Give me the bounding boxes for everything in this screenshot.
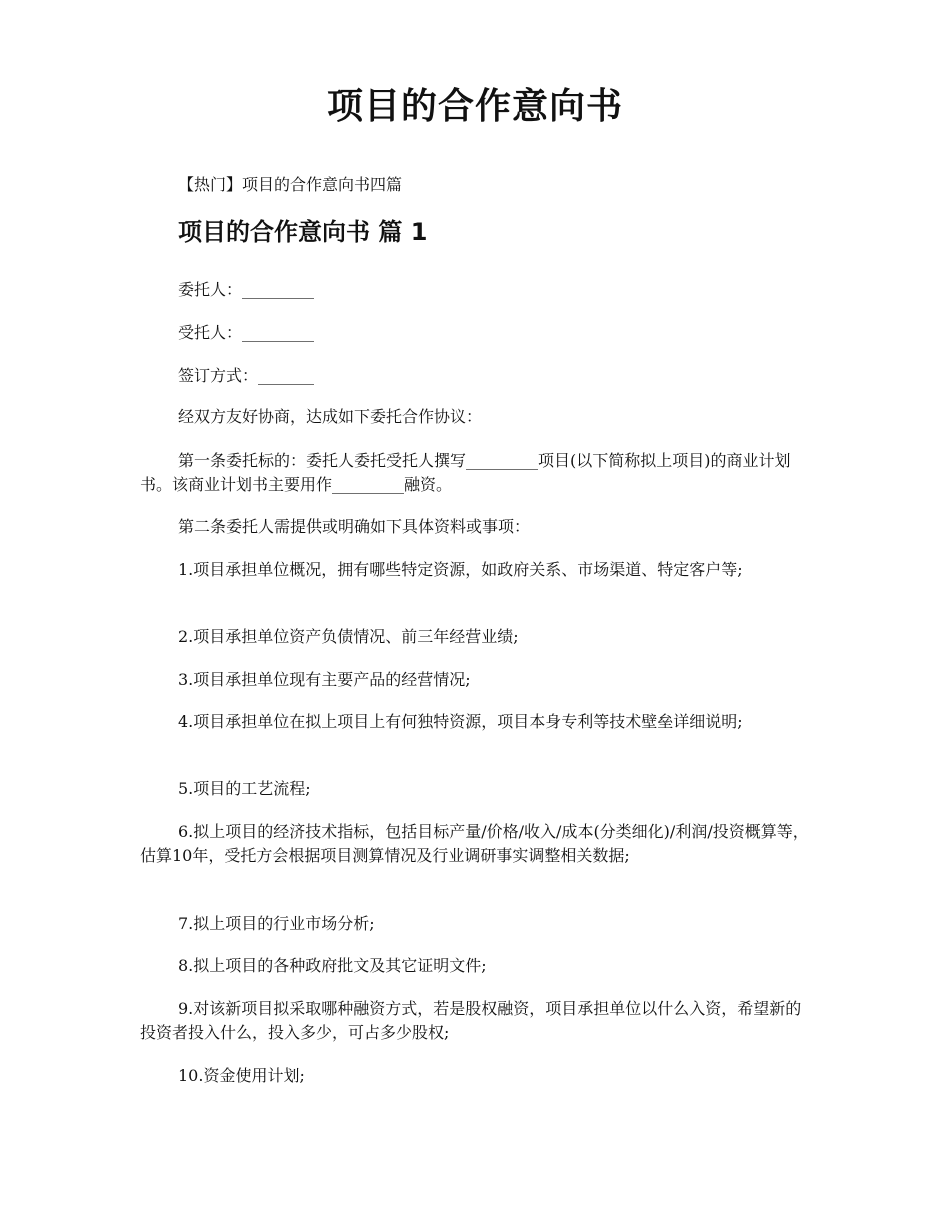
paragraph-agreement-intro: 经双方友好协商，达成如下委托合作协议：: [178, 407, 483, 426]
paragraph-item-10: 10.资金使用计划;: [178, 1066, 305, 1085]
paragraph-item-4: 4.项目承担单位在拟上项目上有何独特资源，项目本身专利等技术壁垒详细说明;: [178, 712, 743, 731]
paragraph-principal: 委托人：_________: [178, 280, 315, 299]
paragraph-item-2: 2.项目承担单位资产负债情况、前三年经营业绩;: [178, 627, 519, 646]
document-title: 项目的合作意向书: [326, 86, 623, 127]
paragraph-item-1: 1.项目承担单位概况，拥有哪些特定资源，如政府关系、市场渠道、特定客户等;: [178, 560, 743, 579]
paragraph-article-2: 第二条委托人需提供或明确如下具体资料或事项：: [178, 517, 531, 536]
paragraph-item-8: 8.拟上项目的各种政府批文及其它证明文件;: [178, 956, 487, 975]
paragraph-article-1: 第一条委托标的：委托人委托受托人撰写_________项目(以下简称拟上项目)的商业计划书。该商业计划书主要用作_________融资。: [140, 451, 791, 494]
paragraph-item-9: 9.对该新项目拟采取哪种融资方式，若是股权融资，项目承担单位以什么入资，希望新的投资者投入什么，投入多少，可占多少股权;: [140, 999, 802, 1042]
paragraph-signing-method: 签订方式：_______: [178, 366, 315, 385]
paragraph-item-5: 5.项目的工艺流程;: [178, 779, 311, 798]
paragraph-item-6: 6.拟上项目的经济技术指标，包括目标产量/价格/收入/成本(分类细化)/利润/投资概算等，估算10年，受托方会根据项目测算情况及行业调研事实调整相关数据;: [140, 822, 809, 865]
paragraph-item-7: 7.拟上项目的行业市场分析;: [178, 914, 375, 933]
paragraph-trustee: 受托人：_________: [178, 323, 315, 342]
section-heading: 项目的合作意向书 篇 1: [178, 218, 428, 246]
document-subtitle: 【热门】项目的合作意向书四篇: [178, 175, 403, 194]
paragraph-item-3: 3.项目承担单位现有主要产品的经营情况;: [178, 670, 471, 689]
